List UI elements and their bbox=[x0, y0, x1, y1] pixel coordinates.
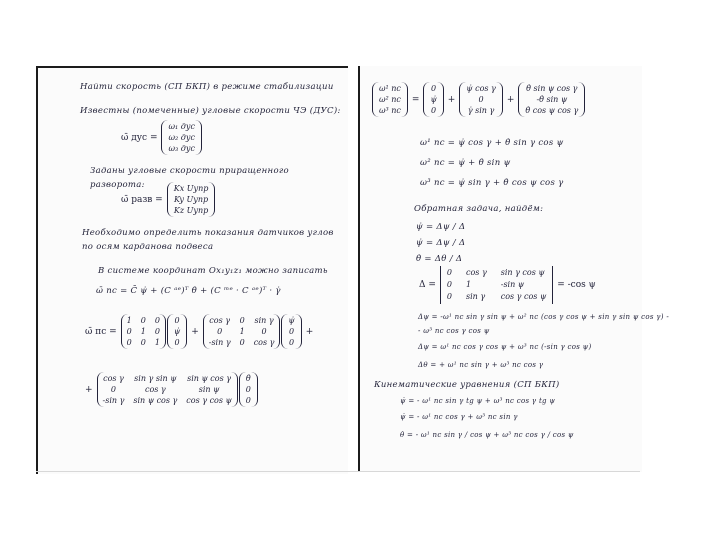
omega-razv-1: Kх Uупр bbox=[173, 184, 209, 193]
solve-text: Обратная задача, найдём: bbox=[414, 204, 544, 214]
top-v1-column bbox=[423, 82, 443, 117]
plus-sign: + bbox=[305, 326, 314, 337]
scalar-eq-3: ω³ пс = ψ̇ sin γ + θ̇ cos ψ cos γ bbox=[420, 178, 564, 188]
m2-cell: 0 bbox=[217, 327, 223, 336]
m2-cell: 1 bbox=[239, 327, 245, 336]
top-v2-cell: γ̇ sin γ bbox=[467, 106, 495, 115]
text2-line-2: разворота: bbox=[90, 180, 145, 190]
top-v2-cell: 0 bbox=[478, 95, 484, 104]
omega-dus-1: ω₁ дус bbox=[168, 122, 195, 131]
m3-cell: 0 bbox=[110, 385, 117, 394]
top-vector-equation bbox=[372, 82, 585, 117]
big-equation-row-1 bbox=[82, 314, 316, 349]
m1-cell: 0 bbox=[126, 338, 132, 347]
omega-dus-lhs: ω̄ дус = bbox=[121, 132, 158, 143]
m1-cell: 1 bbox=[126, 316, 132, 325]
top-v2-column bbox=[459, 82, 503, 117]
delta-psi: ψ̇ = Δψ / Δ bbox=[416, 222, 466, 232]
det-rhs: = -cos ψ bbox=[557, 280, 596, 290]
plus-sign: + bbox=[191, 326, 199, 337]
top-v3-column bbox=[518, 82, 585, 117]
v2-column bbox=[281, 314, 301, 349]
omega-ps-cell: ω³ пс bbox=[379, 106, 401, 115]
m2-cell: -sin γ bbox=[208, 338, 231, 347]
m1-cell: 0 bbox=[126, 327, 132, 336]
omega-razv-lhs: ω̄ разв = bbox=[121, 194, 163, 205]
delta-psi-2: ψ̇ = Δψ / Δ bbox=[416, 238, 466, 248]
top-v3-cell: -θ̇ sin ψ bbox=[536, 95, 568, 104]
det-cell: -sin ψ bbox=[500, 280, 525, 289]
scalar-eq-2: ω² пс = ψ̇ + θ̇ sin ψ bbox=[420, 158, 511, 168]
m1-cell: 0 bbox=[154, 327, 160, 336]
m3-cell: sin ψ cos γ bbox=[133, 396, 178, 405]
m1-cell: 1 bbox=[154, 338, 160, 347]
v3-cell: 0 bbox=[245, 385, 251, 394]
omega-razv-vector bbox=[118, 182, 215, 217]
omega-razv-3: Kz Uупр bbox=[173, 206, 209, 215]
v1-cell: 0 bbox=[174, 316, 180, 325]
delta-theta: θ̇ = Δθ / Δ bbox=[416, 254, 463, 264]
plus-sign: + bbox=[506, 94, 515, 105]
top-v1-cell: 0 bbox=[431, 106, 437, 115]
text4-line: В системе координат Ox₁y₁z₁ можно записать bbox=[98, 266, 328, 276]
v1-cell: ψ̇ bbox=[173, 327, 181, 336]
big-eq-lhs: ω̄ пс = bbox=[85, 326, 117, 337]
top-v1-cell: 0 bbox=[431, 84, 437, 93]
v2-cell: 0 bbox=[289, 338, 295, 347]
m3-cell: cos γ cos ψ bbox=[186, 396, 232, 405]
m1-cell: 1 bbox=[140, 327, 146, 336]
top-v3-cell: θ̇ sin ψ cos γ bbox=[526, 84, 578, 93]
delta-eq-2: - ω³ пс cos γ cos ψ bbox=[418, 327, 490, 335]
right-page bbox=[358, 66, 670, 472]
big-equation-row-2 bbox=[82, 372, 258, 407]
m2-cell: cos γ bbox=[253, 338, 275, 347]
m3-cell: sin ψ bbox=[198, 385, 220, 394]
m2-cell: 0 bbox=[239, 338, 245, 347]
v3-column bbox=[239, 372, 258, 407]
omega-ps-cell: ω² пс bbox=[379, 95, 401, 104]
det-cell: 1 bbox=[466, 280, 472, 289]
omega-ps-column bbox=[372, 82, 408, 117]
v1-cell: 0 bbox=[174, 338, 180, 347]
delta-eq-1: Δψ = -ω¹ пс sin γ sin ψ + ω² пс (cos γ cos ψ + sin γ sin ψ cos γ) - bbox=[418, 313, 670, 321]
m2-cell: 0 bbox=[239, 316, 245, 325]
omega-dus-column bbox=[161, 120, 201, 155]
det-cell: sin γ cos ψ bbox=[500, 268, 545, 277]
top-v2-cell: ψ̇ cos γ bbox=[466, 84, 496, 93]
m3-cell: sin ψ cos γ bbox=[187, 374, 231, 383]
m2-cell: cos γ bbox=[209, 316, 231, 325]
v3-cell: 0 bbox=[245, 396, 251, 405]
plus-sign: + bbox=[85, 384, 93, 395]
intro-line-2: Известны (помеченные) угловые скорости ЧЭ (ДУС): bbox=[80, 106, 341, 116]
kinematics-eq-2: ψ̇ = - ω¹ пс cos γ + ω³ пс sin γ bbox=[400, 413, 518, 421]
m3-cell: cos γ bbox=[144, 385, 166, 394]
m1-cell: 0 bbox=[154, 316, 160, 325]
v3-cell: θ̇ bbox=[245, 374, 251, 383]
m3-cell: -sin γ bbox=[102, 396, 125, 405]
det-lhs: Δ = bbox=[419, 280, 436, 290]
det-grid bbox=[440, 266, 553, 304]
delta-eq-3: Δψ = ω¹ пс cos γ cos ψ + ω³ пс (-sin γ cos ψ) bbox=[418, 343, 592, 351]
det-cell: cos γ cos ψ bbox=[500, 292, 547, 301]
determinant bbox=[416, 266, 599, 304]
v2-cell: ψ̇ bbox=[288, 316, 295, 325]
left-page bbox=[36, 66, 348, 474]
omega-ps-cell: ω¹ пс bbox=[379, 84, 401, 93]
delta-eq-4: Δθ = + ω¹ пс sin γ + ω³ пс cos γ bbox=[418, 361, 544, 369]
m2-cell: sin γ bbox=[254, 316, 274, 325]
m2-cell: 0 bbox=[261, 327, 267, 336]
det-cell: 0 bbox=[446, 280, 452, 289]
omega-dus-3: ω₃ дус bbox=[168, 144, 195, 153]
scalar-eq-1: ω¹ пс = ψ̇ cos γ + θ̇ sin γ cos ψ bbox=[420, 138, 564, 148]
intro-line-1: Найти скорость (СП БКП) в режиме стабилизации bbox=[80, 82, 334, 92]
det-cell: cos γ bbox=[466, 268, 487, 277]
m1-cell: 0 bbox=[140, 316, 146, 325]
kinematics-title: Кинематические уравнения (СП БКП) bbox=[374, 380, 560, 390]
v2-cell: 0 bbox=[289, 327, 295, 336]
text3-line-2: по осям карданова подвеса bbox=[82, 242, 214, 252]
omega-razv-2: Ky Uупр bbox=[173, 195, 209, 204]
v1-column bbox=[167, 314, 187, 349]
kinematics-eq-1: ψ̇ = - ω¹ пс sin γ tg ψ + ω³ пс cos γ tg ψ bbox=[400, 397, 556, 405]
m1-cell: 0 bbox=[140, 338, 146, 347]
det-cell: sin γ bbox=[466, 292, 486, 301]
kinematics-eq-3: θ̇ = - ω¹ пс sin γ / cos ψ + ω³ пс cos γ / cos ψ bbox=[400, 431, 574, 439]
top-v1-cell: ψ̇ bbox=[430, 95, 437, 104]
page-bottom-rule bbox=[36, 471, 640, 472]
omega-eq-line: ω̄ пс = C̄ ψ̇ + (C ᵃᵉ)ᵀ θ̇ + (C ᵐᵉ · C ᵃᵉ)ᵀ · γ̇ bbox=[96, 286, 281, 296]
rotation-matrix-full bbox=[97, 372, 238, 407]
text2-line-1: Заданы угловые скорости приращенного bbox=[90, 166, 289, 176]
m3-cell: sin γ sin ψ bbox=[134, 374, 177, 383]
identity-matrix bbox=[121, 314, 166, 349]
m3-cell: cos γ bbox=[103, 374, 124, 383]
omega-dus-2: ω₂ дус bbox=[168, 133, 195, 142]
rotation-matrix-gamma bbox=[203, 314, 281, 349]
plus-sign: + bbox=[447, 94, 456, 105]
det-cell: 0 bbox=[446, 292, 452, 301]
equals-sign: = bbox=[411, 94, 420, 105]
det-cell: 0 bbox=[446, 268, 452, 277]
omega-dus-vector bbox=[118, 120, 202, 155]
omega-razv-column bbox=[167, 182, 216, 217]
text3-line-1: Необходимо определить показания датчиков углов bbox=[82, 228, 334, 238]
top-v3-cell: θ̇ cos ψ cos γ bbox=[525, 106, 579, 115]
